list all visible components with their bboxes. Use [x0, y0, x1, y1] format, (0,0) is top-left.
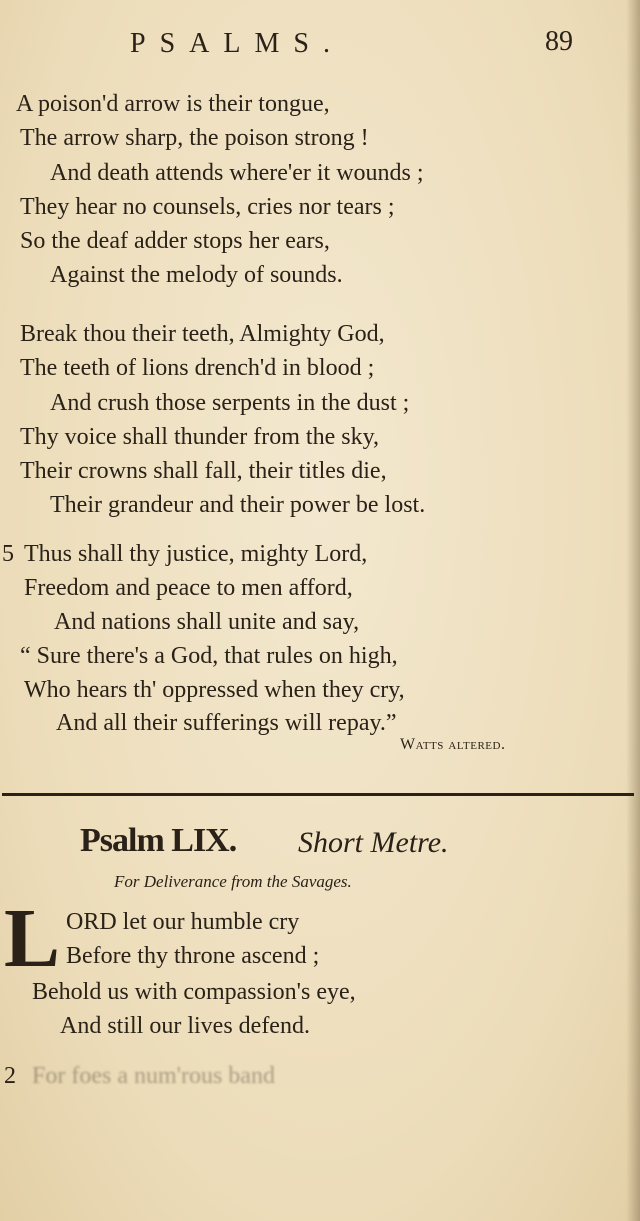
verse-line: They hear no counsels, cries nor tears ; [20, 194, 395, 220]
verse-line: A poison'd arrow is their tongue, [16, 91, 330, 117]
verse-line: Behold us with compassion's eye, [32, 979, 356, 1005]
verse-line: And crush those serpents in the dust ; [50, 390, 410, 416]
psalm-heading [0, 822, 640, 866]
verse-line: And death attends where'er it wounds ; [50, 160, 424, 186]
psalm-subtitle: For Deliverance from the Savages. [114, 872, 352, 891]
verse-line: “ Sure there's a God, that rules on high, [20, 643, 398, 669]
attribution: Watts altered. [400, 736, 506, 753]
psalm-title: Psalm LIX. [80, 822, 237, 859]
stanza-number: 2 [4, 1063, 16, 1089]
drop-cap: L [4, 892, 61, 985]
section-divider [2, 793, 634, 796]
verse-line: Who hears th' oppressed when they cry, [24, 677, 405, 703]
verse-line: Break thou their teeth, Almighty God, [20, 321, 385, 347]
verse-line: Thus shall thy justice, mighty Lord, [24, 541, 368, 567]
verse-line: Freedom and peace to men afford, [24, 575, 353, 601]
stanza-number: 5 [2, 541, 14, 567]
verse-line: Their grandeur and their power be lost. [50, 492, 426, 518]
verse-line: Their crowns shall fall, their titles die, [20, 458, 387, 484]
verse-line: Against the melody of sounds. [50, 262, 343, 288]
verse-line: And nations shall unite and say, [54, 609, 360, 635]
running-header [0, 28, 640, 68]
verse-line: The arrow sharp, the poison strong ! [20, 125, 369, 151]
verse-line: And all their sufferings will repay.” [56, 710, 397, 736]
verse-line: And still our lives defend. [60, 1013, 310, 1039]
verse-line: Before thy throne ascend ; [66, 943, 320, 969]
verse-line: For foes a num'rous band [32, 1063, 275, 1089]
psalm-metre: Short Metre. [298, 826, 449, 859]
page-gutter-shadow [626, 0, 640, 1221]
verse-line: The teeth of lions drench'd in blood ; [20, 355, 375, 381]
verse-line: So the deaf adder stops her ears, [20, 228, 330, 254]
verse-line: ORD let our humble cry [66, 909, 300, 935]
page-number: 89 [545, 26, 573, 57]
verse-line: Thy voice shall thunder from the sky, [20, 424, 380, 450]
running-title: PSALMS. [130, 28, 344, 59]
